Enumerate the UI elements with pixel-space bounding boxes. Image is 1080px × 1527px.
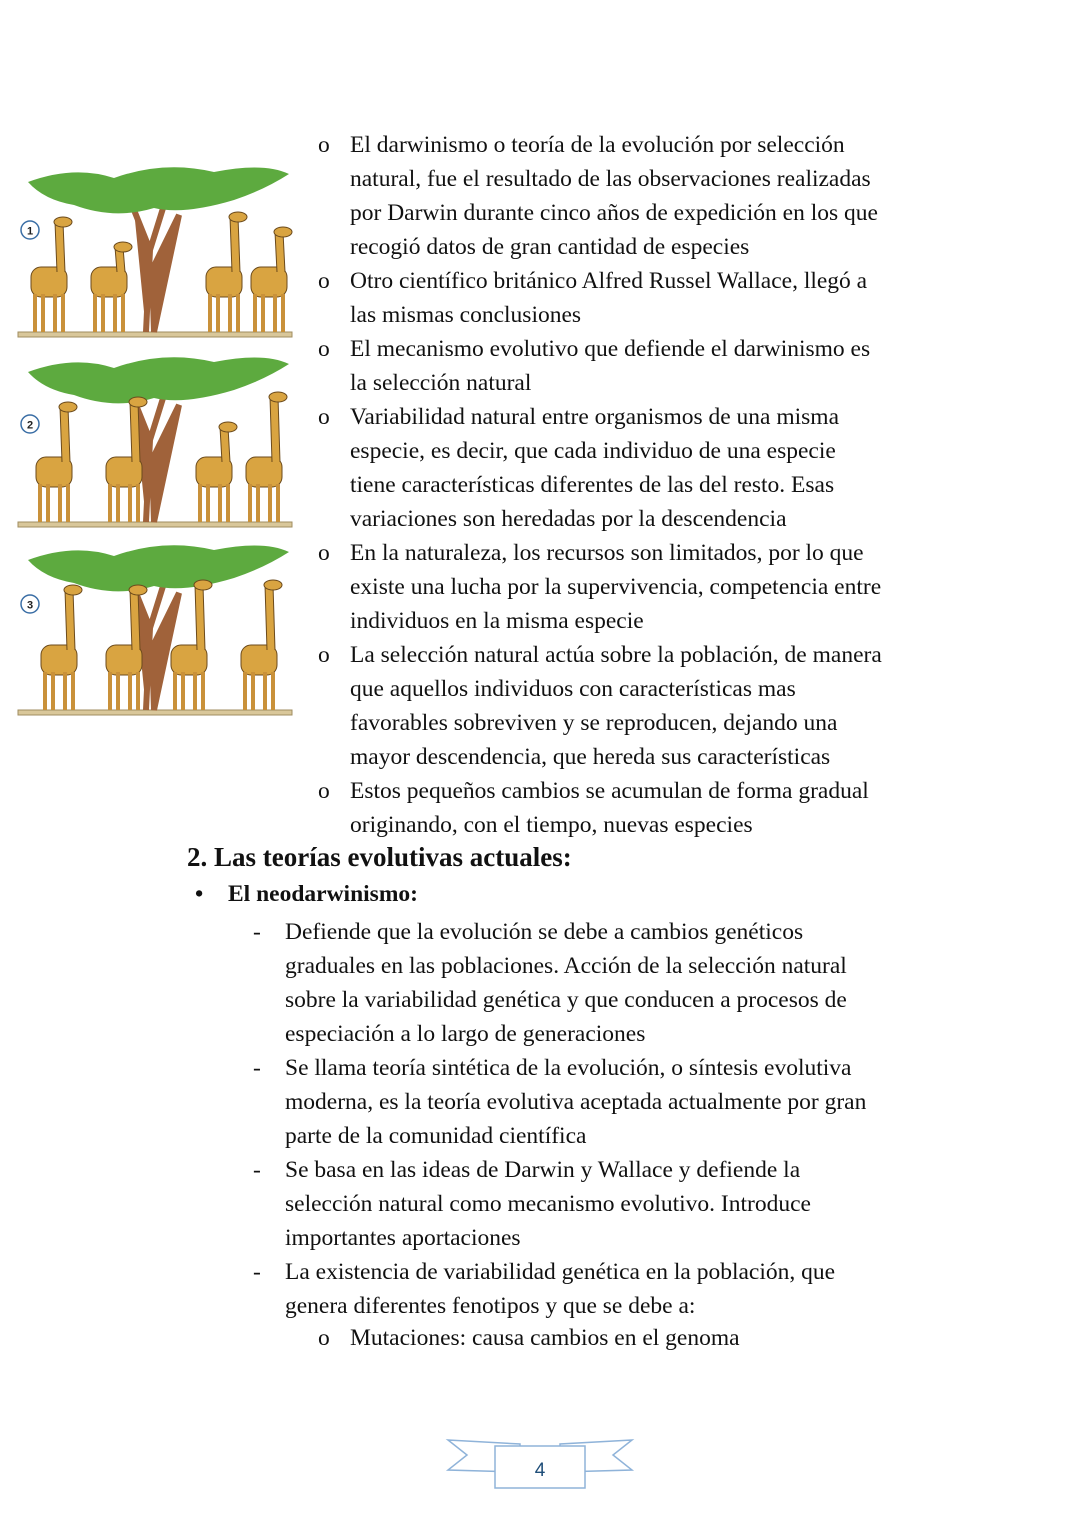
figure-number-badge (21, 595, 39, 613)
text-line: Se basa en las ideas de Darwin y Wallace y defiende la (285, 1157, 801, 1183)
list-item (253, 915, 866, 1051)
variability-causes-list (318, 1321, 740, 1355)
text-line: Mutaciones: causa cambios en el genoma (350, 1325, 740, 1351)
text-line: Estos pequeños cambios se acumulan de forma gradual (350, 778, 869, 804)
ground (18, 522, 292, 527)
giraffe (91, 242, 132, 332)
text-line: existe una lucha por la supervivencia, competencia entre (350, 574, 882, 600)
list-item-text (350, 332, 882, 400)
bullet-mark: • (195, 881, 204, 907)
text-line: Variabilidad natural entre organismos de una misma (350, 404, 840, 430)
text-line: El mecanismo evolutivo que defiende el darwinismo es (350, 336, 871, 362)
list-item (318, 332, 882, 400)
list-marker: o (318, 540, 330, 566)
list-item-text (350, 536, 882, 638)
svg-text:2: 2 (26, 419, 34, 432)
darwinism-list (318, 128, 882, 842)
giraffe-illustration-1 (14, 160, 296, 342)
list-marker: - (253, 1055, 261, 1081)
giraffe (241, 580, 282, 710)
list-item-text (350, 128, 882, 264)
svg-text:3: 3 (26, 599, 34, 612)
list-item (318, 536, 882, 638)
text-line: tiene características diferentes de las del resto. Esas (350, 472, 835, 498)
text-line: parte de la comunidad científica (285, 1123, 587, 1149)
list-item-text (350, 774, 882, 842)
ground (18, 332, 292, 337)
list-item (318, 400, 882, 536)
text-line: especie, es decir, que cada individuo de una especie (350, 438, 836, 464)
list-marker: o (318, 336, 330, 362)
text-line: favorables sobreviven y se reproducen, dejando una (350, 710, 838, 736)
list-item-text (350, 1321, 740, 1355)
ground (18, 710, 292, 715)
list-marker: o (318, 1325, 330, 1351)
list-item-text (350, 638, 882, 774)
list-item (318, 128, 882, 264)
list-item (318, 1321, 740, 1355)
text-line: selección natural como mecanismo evolutivo. Introduce (285, 1191, 811, 1217)
tree-trunk (134, 205, 179, 332)
text-line: En la naturaleza, los recursos son limitados, por lo que (350, 540, 864, 566)
list-marker: o (318, 404, 330, 430)
text-line: moderna, es la teoría evolutiva aceptada actualmente por gran (285, 1089, 867, 1115)
giraffe (206, 212, 247, 332)
svg-text:1: 1 (26, 225, 34, 238)
text-line: la selección natural (350, 370, 532, 396)
text-line: originando, con el tiempo, nuevas especies (350, 812, 753, 838)
giraffe-illustration-2 (14, 350, 296, 532)
text-line: El darwinismo o teoría de la evolución por selección (350, 132, 845, 158)
subsection-title: El neodarwinismo: (228, 881, 418, 907)
giraffe (251, 227, 292, 332)
neodarwinism-list (253, 915, 866, 1323)
list-item-text (285, 1153, 866, 1255)
giraffe-illustration-3 (14, 538, 296, 720)
list-item (253, 1051, 866, 1153)
text-line: La existencia de variabilidad genética en la población, que (285, 1259, 836, 1285)
page-number: 4 (534, 1460, 546, 1481)
tree-canopy (28, 167, 289, 213)
list-item-text (350, 400, 882, 536)
tree-canopy (28, 357, 289, 403)
tree-trunk (134, 395, 179, 522)
text-line: Defiende que la evolución se debe a cambios genéticos (285, 919, 804, 945)
page-number-ribbon (445, 1436, 635, 1492)
text-line: por Darwin durante cinco años de expedición en los que (350, 200, 878, 226)
list-item-text (285, 1255, 866, 1323)
list-item (318, 774, 882, 842)
giraffe (246, 392, 287, 522)
list-item (253, 1255, 866, 1323)
text-line: sobre la variabilidad genética y que conducen a procesos de (285, 987, 847, 1013)
list-marker: o (318, 132, 330, 158)
text-line: importantes aportaciones (285, 1225, 521, 1251)
giraffe (41, 585, 82, 710)
text-line: La selección natural actúa sobre la población, de manera (350, 642, 882, 668)
list-marker: o (318, 268, 330, 294)
list-item-text (350, 264, 882, 332)
text-line: graduales en las poblaciones. Acción de la selección natural (285, 953, 847, 979)
tree-canopy (28, 545, 289, 591)
list-marker: o (318, 642, 330, 668)
list-item-text (285, 915, 866, 1051)
list-item-text (285, 1051, 866, 1153)
list-marker: - (253, 1259, 261, 1285)
figure-number-badge (21, 221, 39, 239)
giraffe (36, 402, 77, 522)
text-line: Se llama teoría sintética de la evolución, o síntesis evolutiva (285, 1055, 852, 1081)
subsection-heading (195, 881, 418, 908)
giraffe (196, 422, 237, 522)
list-marker: - (253, 919, 261, 945)
text-line: mayor descendencia, que hereda sus características (350, 744, 831, 770)
tree-trunk (134, 583, 179, 710)
text-line: especiación a lo largo de generaciones (285, 1021, 646, 1047)
list-item (318, 638, 882, 774)
text-line: genera diferentes fenotipos y que se debe a: (285, 1293, 696, 1319)
list-marker: - (253, 1157, 261, 1183)
text-line: variaciones son heredadas por la descendencia (350, 506, 787, 532)
list-item (318, 264, 882, 332)
text-line: Otro científico británico Alfred Russel Wallace, llegó a (350, 268, 868, 294)
text-line: las mismas conclusiones (350, 302, 582, 328)
text-line: recogió datos de gran cantidad de especies (350, 234, 750, 260)
list-item (253, 1153, 866, 1255)
text-line: que aquellos individuos con características mas (350, 676, 796, 702)
text-line: natural, fue el resultado de las observaciones realizadas (350, 166, 871, 192)
section-heading: 2. Las teorías evolutivas actuales: (187, 842, 572, 872)
list-marker: o (318, 778, 330, 804)
text-line: individuos en la misma especie (350, 608, 644, 634)
figure-number-badge (21, 415, 39, 433)
